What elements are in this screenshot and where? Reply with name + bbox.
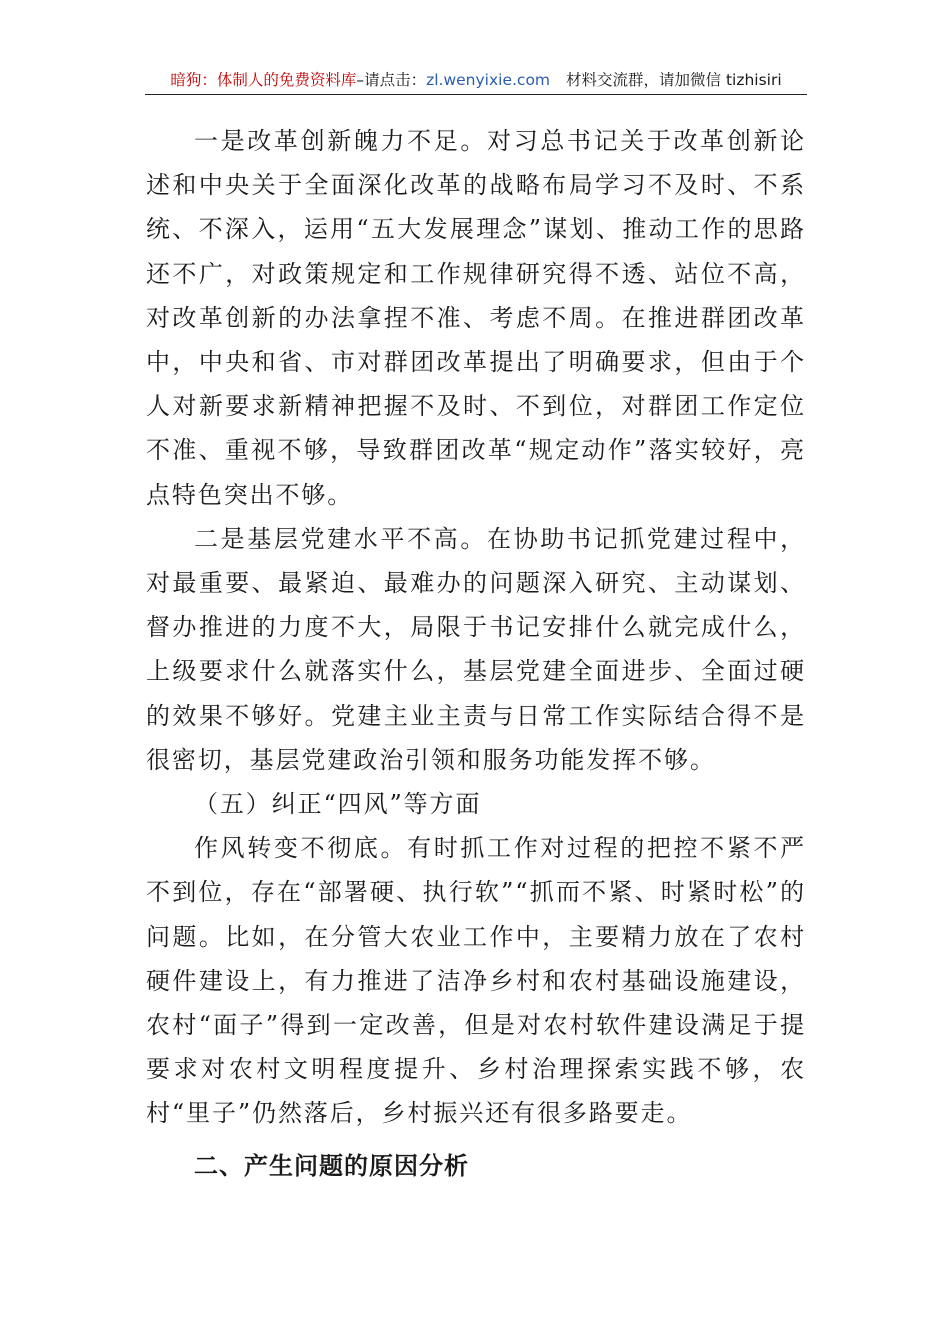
document-body	[146, 119, 806, 1188]
header-brand: 暗狗：体制人的免费资料库	[170, 71, 357, 89]
header-link-prefix: –请点击：	[356, 71, 427, 89]
subheading-four-styles: （五）纠正“四风”等方面	[194, 790, 482, 819]
section-heading: 二、产生问题的原因分析	[194, 1151, 469, 1180]
header-contact: 材料交流群，请加微信 tizhisiri	[566, 71, 782, 89]
paragraph-party-building: 二是基层党建水平不高。在协助书记抓党建过程中，对最重要、最紧迫、最难办的问题深入研究、主动谋划、督办推进的力度不大，局限于书记安排什么就完成什么，上级要求什么就落实什么，基层党建全面进步、全面过硬的效果不够好。党建主业主责与日常工作实际结合得不是很密切，基层党建政治引领和服务功能发挥不够。	[146, 524, 806, 774]
page-header	[145, 66, 807, 95]
paragraph-work-style: 作风转变不彻底。有时抓工作对过程的把控不紧不严不到位，存在“部署硬、执行软”“抓而不紧、时紧时松”的问题。比如，在分管大农业工作中，主要精力放在了农村硬件建设上，有力推进了洁净乡村和农村基础设施建设，农村“面子”得到一定改善，但是对农村软件建设满足于提要求对农村文明程度提升、乡村治理探索实践不够，农村“里子”仍然落后，乡村振兴还有很多路要走。	[146, 834, 806, 1128]
paragraph-reform-innovation: 一是改革创新魄力不足。对习总书记关于改革创新论述和中央关于全面深化改革的战略布局学习不及时、不系统、不深入，运用“五大发展理念”谋划、推动工作的思路还不广，对政策规定和工作规律研究得不透、站位不高，对改革创新的办法拿捏不准、考虑不周。在推进群团改革中，中央和省、市对群团改革提出了明确要求，但由于个人对新要求新精神把握不及时、不到位，对群团工作定位不准、重视不够，导致群团改革“规定动作”落实较好，亮点特色突出不够。	[146, 127, 806, 509]
header-link[interactable]: zl.wenyixie.com	[426, 71, 551, 89]
